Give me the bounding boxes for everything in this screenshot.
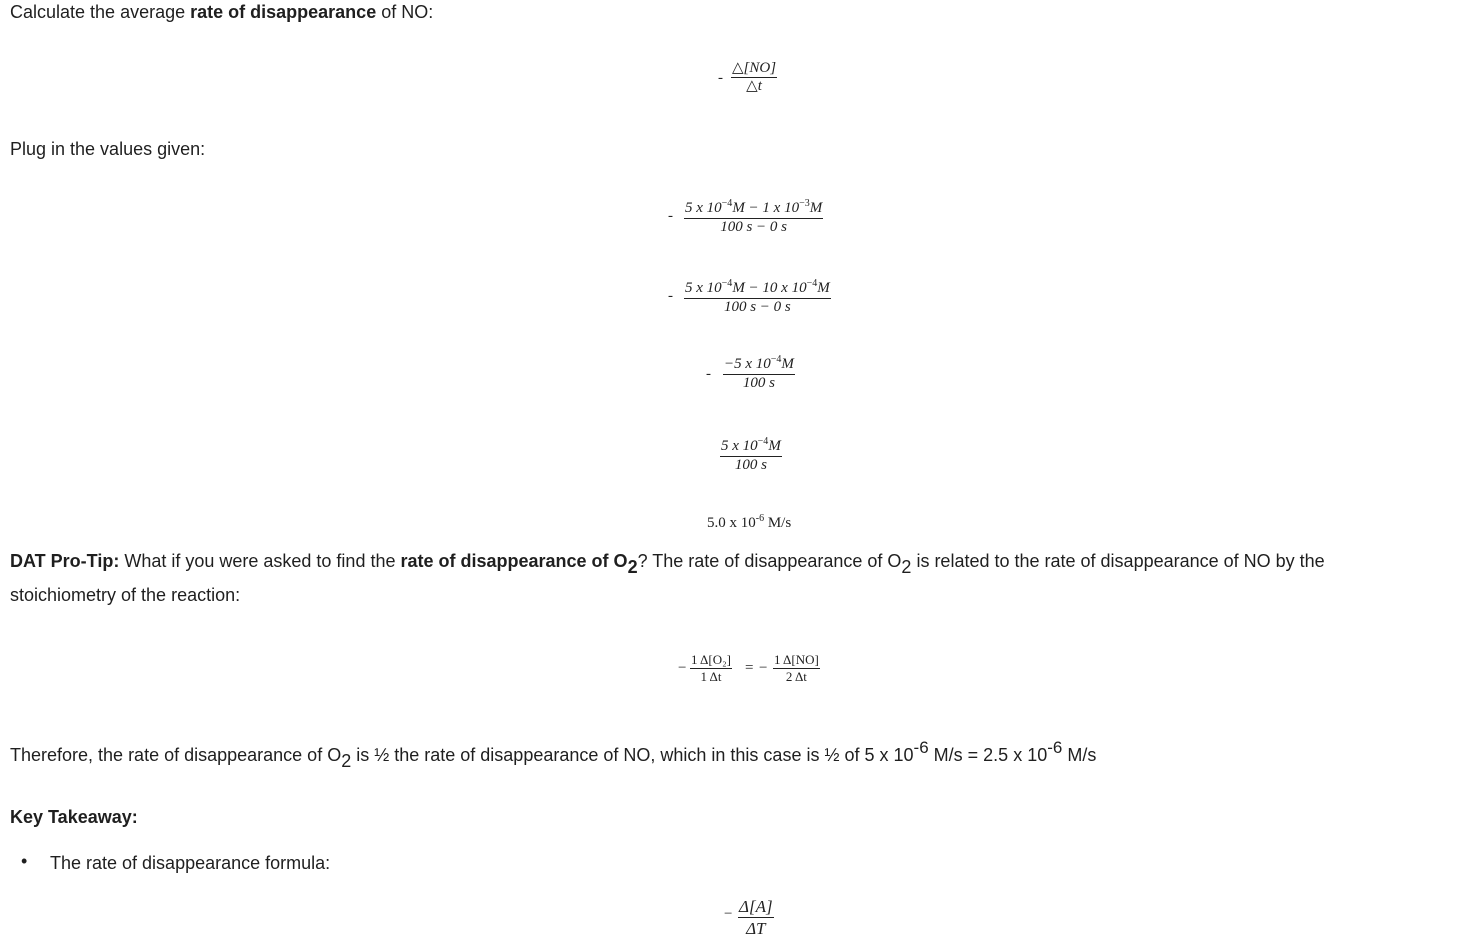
intro-text: Calculate the average rate of disappearance of NO:: [10, 2, 434, 22]
pro-tip-label: DAT Pro-Tip:: [10, 551, 120, 571]
bullet-text: The rate of disappearance formula:: [50, 853, 331, 873]
plug-text: Plug in the values given:: [10, 139, 206, 159]
pro-tip-text: DAT Pro-Tip: What if you were asked to find the rate of disappearance of O2? The rate of disappearance of O2 is related to the rate of disappearance of NO by the: [10, 551, 1325, 577]
intro-bold: rate of disappearance: [190, 2, 377, 22]
bullet-dot: •: [21, 851, 28, 871]
key-takeaway-heading: Key Takeaway:: [10, 807, 138, 827]
result-value: 5.0 x $10^{-6}$ M/s: [707, 513, 792, 531]
pro-tip-line-2: stoichiometry of the reaction:: [10, 585, 241, 605]
therefore-text: Therefore, the rate of disappearance of O2 is ½ the rate of disappearance of NO, which in this case is ½ of 5 x 10-6 M/s = 2.5 x 10-6 M/s: [10, 738, 1097, 771]
